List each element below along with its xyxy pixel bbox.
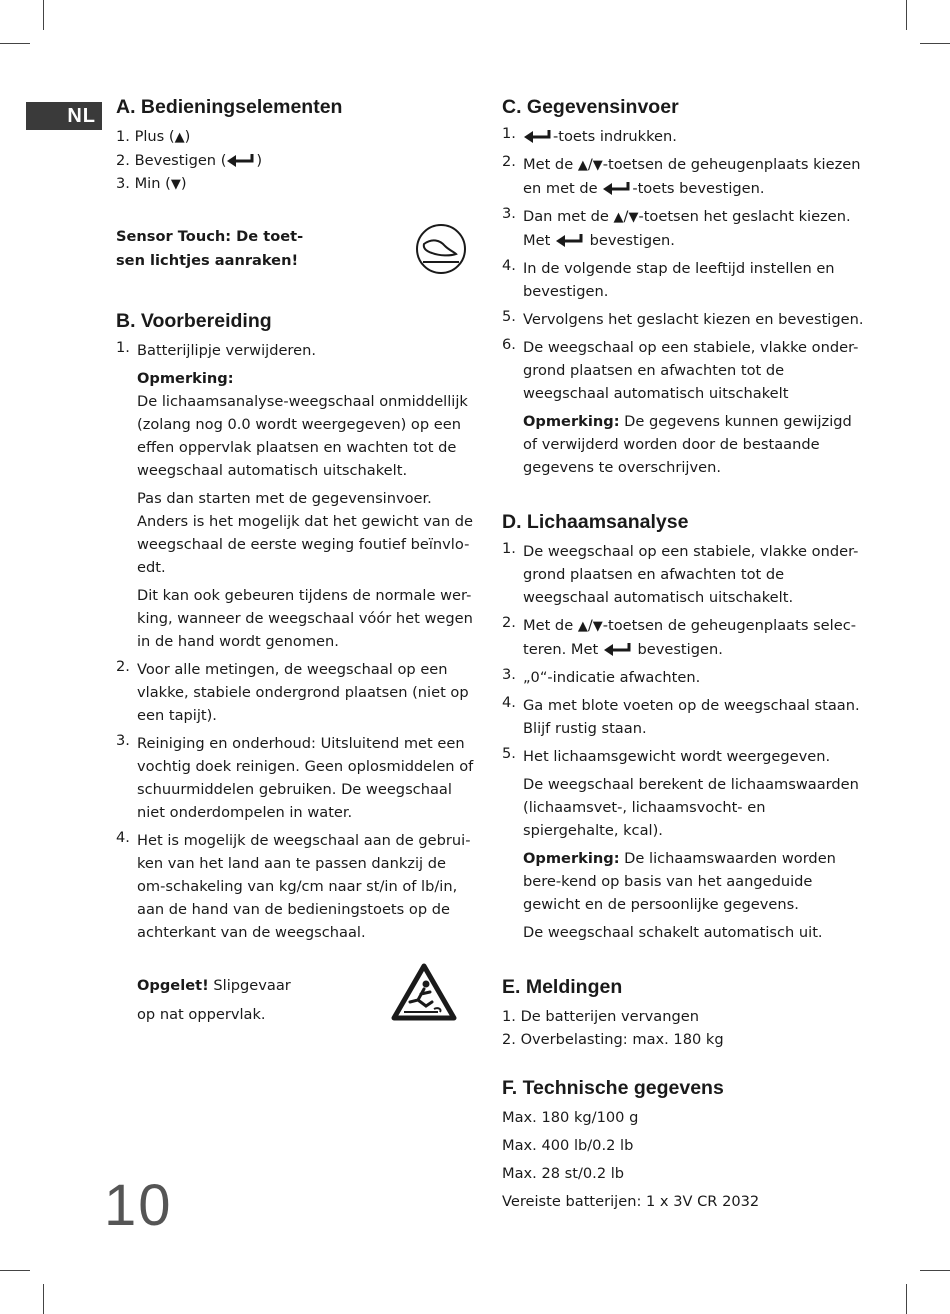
up-arrow-icon: ▲ [613,210,624,225]
list-item: 4. Het is mogelijk de weegschaal aan de gebrui-ken van het land aan te passen dankzij de om-schakeling van kg/cm naar st/in of lb/in, aan de hand van de bedieningstoets op de achterkant van de weegschaal. [116,829,471,941]
list-item: 1. De weegschaal op een stabiele, vlakke onder-grond plaatsen en afwachten tot de weegschaal automatisch uitschakelt. [502,540,859,606]
section-d-title: D. Lichaamsanalyse [502,511,689,533]
list-item: 3. Reiniging en onderhoud: Uitsluitend met een vochtig doek reinigen. Geen oplosmiddelen of schuurmiddelen gebruiken. De weegschaal niet onderdompelen in water. [116,732,474,821]
section-b-title: B. Voorbereiding [116,310,272,332]
slip-warning: Opgelet! Slipgevaar op nat oppervlak. [137,974,478,1026]
crop-mark [43,1284,44,1314]
list-item: 4. In de volgende stap de leeftijd instellen en bevestigen. [502,257,835,300]
enter-key-icon [226,153,256,167]
up-arrow-icon: ▲ [577,158,588,173]
touch-sensor-icon [414,222,468,276]
crop-mark [906,1284,907,1314]
section-c-title: C. Gegevensinvoer [502,96,679,118]
list-item: 5. Het lichaamsgewicht wordt weergegeven. [502,745,831,765]
language-tab: NL [26,102,102,130]
body-paragraph: De weegschaal berekent de lichaamswaarden (lichaamsvet-, lichaamsvocht- en spiergehalte, kcal). [523,776,859,839]
note-paragraph: Opmerking: De gegevens kunnen gewijzigd of verwijderd worden door de bestaande gegevens te overschrijven. [523,413,852,476]
enter-key-icon [602,181,632,195]
section-a [116,96,478,276]
list-item: 6. De weegschaal op een stabiele, vlakke onder-grond plaatsen en afwachten tot de weegschaal automatisch uitschakelt [502,336,859,402]
enter-key-icon [555,233,585,247]
section-c [502,96,864,479]
note-block [137,367,478,653]
controls-list [116,125,478,196]
list-item: 3. „0“-indicatie afwachten. [502,666,701,686]
left-column [116,96,478,1026]
sensor-text-line: sen lichtjes aanraken! [116,252,299,269]
list-item: 3. Min (▼) [116,175,187,192]
list-item: 5. Vervolgens het geslacht kiezen en bevestigen. [502,308,864,328]
crop-mark [43,0,44,30]
crop-mark [0,1270,30,1271]
crop-mark [920,1270,950,1271]
note-paragraph: Pas dan starten met de gegevensinvoer. Anders is het mogelijk dat het gewicht van de weegschaal de eerste weging foutief beïnvlo-edt. [137,490,473,576]
list-item: 1. Batterijlipje verwijderen. [116,339,316,359]
crop-mark [920,43,950,44]
list-item: 2. Overbelasting: max. 180 kg [502,1031,724,1048]
spec-item: Max. 28 st/0.2 lb [502,1165,625,1182]
section-e-title: E. Meldingen [502,976,623,998]
down-arrow-icon: ▼ [170,177,181,192]
enter-key-icon [523,129,553,143]
slippery-floor-icon [390,962,458,1024]
list-item: 1. Plus (▲) [116,128,191,145]
section-d [502,511,864,944]
section-f-title: F. Technische gegevens [502,1077,724,1099]
crop-mark [906,0,907,30]
spec-item: Vereiste batterijen: 1 x 3V CR 2032 [502,1193,760,1210]
spec-item: Max. 400 lb/0.2 lb [502,1137,634,1154]
note-paragraph: De lichaamsanalyse-weegschaal onmiddellijk (zolang nog 0.0 wordt weergegeven) op een effen oppervlak plaatsen en wachten tot de weegschaal automatisch uitschakelt. [137,393,468,479]
note-label: Opmerking: [523,413,620,430]
list-item: 1. -toets indrukken. [502,125,677,145]
section-f [502,1077,864,1213]
warning-label: Opgelet! [137,977,209,994]
list-item: 3. Dan met de ▲/▼-toetsen het geslacht kiezen. Met bevestigen. [502,205,851,249]
crop-mark [0,43,30,44]
note-label: Opmerking: [523,850,620,867]
enter-key-icon [603,642,633,656]
up-arrow-icon: ▲ [174,130,185,145]
list-item: 2. Met de ▲/▼-toetsen de geheugenplaats selec-teren. Met bevestigen. [502,614,856,658]
sensor-text-line: Sensor Touch: De toet- [116,228,304,245]
page-number: 10 [104,1173,173,1238]
down-arrow-icon: ▼ [628,210,639,225]
list-item: 2. Bevestigen ( ) [116,152,263,169]
note-paragraph: Dit kan ook gebeuren tijdens de normale wer-king, wanneer de weegschaal vóór het wegen in de hand wordt genomen. [137,587,473,650]
list-item: 2. Met de ▲/▼-toetsen de geheugenplaats kiezen en met de -toets bevestigen. [502,153,861,197]
note-label: Opmerking: [137,370,234,387]
sensor-touch-note [116,222,478,276]
up-arrow-icon: ▲ [577,619,588,634]
section-e [502,976,864,1051]
down-arrow-icon: ▼ [592,158,603,173]
section-a-title: A. Bedieningselementen [116,96,343,118]
list-item: 4. Ga met blote voeten op de weegschaal staan. Blijf rustig staan. [502,694,860,737]
spec-item: Max. 180 kg/100 g [502,1109,639,1126]
list-item: 1. De batterijen vervangen [502,1008,699,1025]
right-column [502,96,864,1213]
body-paragraph: De weegschaal schakelt automatisch uit. [523,924,823,941]
section-b [116,310,478,1026]
down-arrow-icon: ▼ [592,619,603,634]
list-item: 2. Voor alle metingen, de weegschaal op een vlakke, stabiele ondergrond plaatsen (niet op een tapijt). [116,658,469,724]
note-paragraph: Opmerking: De lichaamswaarden worden bere-kend op basis van het aangeduide gewicht en de persoonlijke gegevens. [523,850,836,913]
